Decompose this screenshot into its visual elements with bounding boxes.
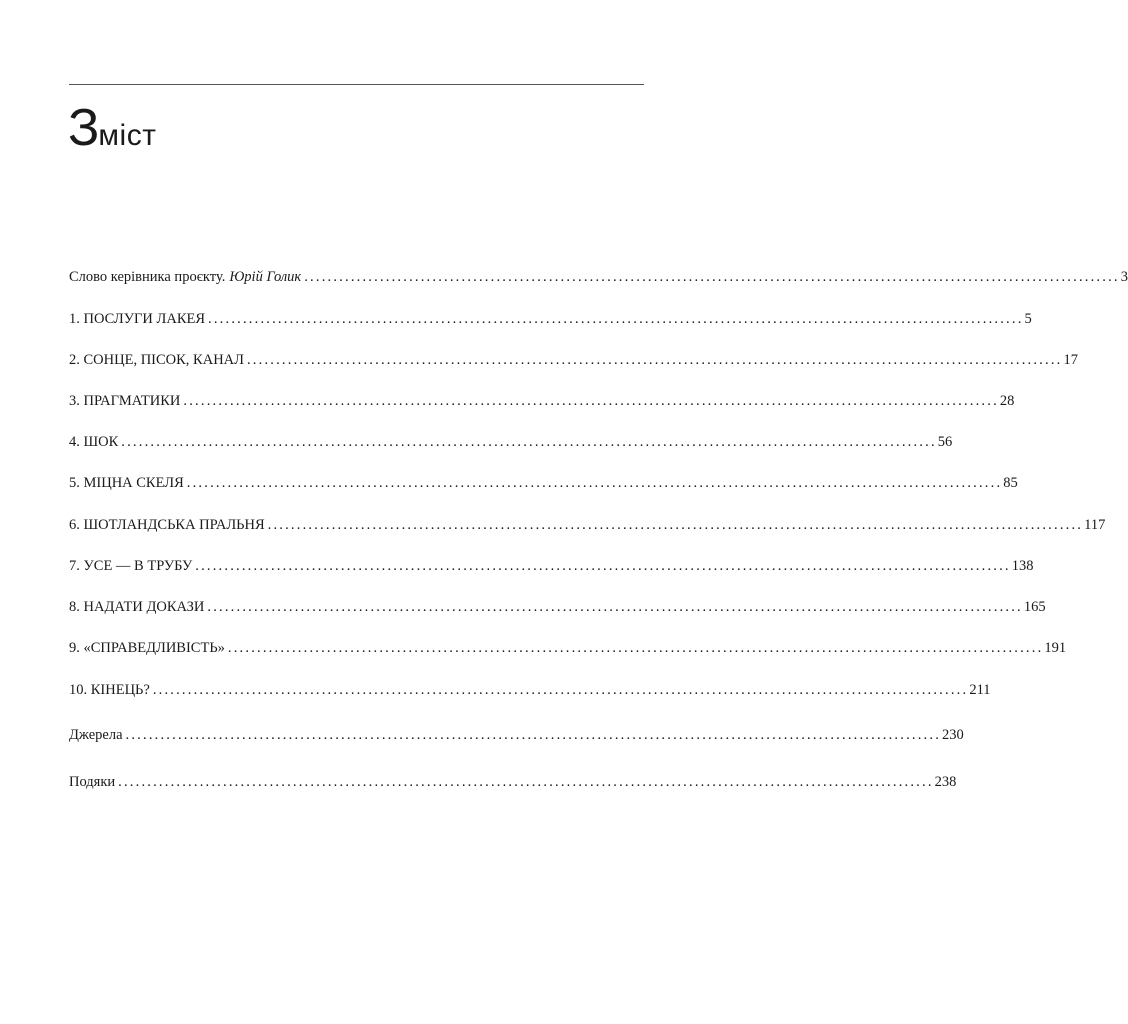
toc-entry-title: 10. КІНЕЦЬ? xyxy=(69,682,150,698)
toc-entry-sources[interactable] xyxy=(69,725,964,745)
toc-entry-page-number: 117 xyxy=(1084,517,1106,533)
toc-entry-title: 3. ПРАГМАТИКИ xyxy=(69,393,181,409)
toc-entry-chapter-10[interactable] xyxy=(69,680,991,700)
page-title xyxy=(68,99,157,157)
toc-dot-leader: ............................................................................................................................................ xyxy=(118,774,934,790)
toc-dot-leader: ............................................................................................................................................ xyxy=(125,727,942,743)
toc-dot-leader: ............................................................................................................................................ xyxy=(183,393,999,409)
toc-entry-acknowledgements[interactable] xyxy=(69,772,957,792)
toc-entry-chapter-6[interactable] xyxy=(69,515,1106,535)
header-rule xyxy=(69,84,644,85)
toc-entry-title: 9. «СПРАВЕДЛИВІСТЬ» xyxy=(69,640,225,656)
toc-entry-chapter-3[interactable] xyxy=(69,391,1015,411)
toc-entry-page-number: 3 xyxy=(1120,269,1128,285)
toc-dot-leader: ............................................................................................................................................ xyxy=(267,517,1084,533)
toc-entry-page-number: 230 xyxy=(942,727,964,743)
toc-entry-foreword[interactable] xyxy=(69,267,1128,287)
toc-dot-leader: ............................................................................................................................................ xyxy=(304,269,1120,285)
toc-entry-chapter-1[interactable] xyxy=(69,309,1032,329)
toc-entry-page-number: 138 xyxy=(1011,558,1034,574)
toc-entry-page-number: 85 xyxy=(1003,475,1018,491)
toc-entry-chapter-7[interactable] xyxy=(69,556,1034,576)
toc-entry-title: 7. УСЕ — В ТРУБУ xyxy=(69,558,193,574)
toc-entry-page-number: 191 xyxy=(1044,640,1067,656)
toc-entry-page-number: 56 xyxy=(937,434,953,450)
toc-entry-title: 1. ПОСЛУГИ ЛАКЕЯ xyxy=(69,311,206,327)
toc-entry-chapter-8[interactable] xyxy=(69,597,1046,617)
toc-dot-leader: ............................................................................................................................................ xyxy=(195,558,1011,574)
toc-entry-title: 4. ШОК xyxy=(69,434,119,450)
toc-dot-leader: ............................................................................................................................................ xyxy=(207,599,1023,615)
toc-entry-chapter-9[interactable] xyxy=(69,638,1067,658)
toc-entry-page-number: 238 xyxy=(934,774,957,790)
toc-entry-title: 2. СОНЦЕ, ПІСОК, КАНАЛ xyxy=(69,352,244,368)
toc-entry-author: Юрій Голик xyxy=(229,269,302,285)
toc-entry-chapter-5[interactable] xyxy=(69,473,1018,493)
toc-entry-title: 8. НАДАТИ ДОКАЗИ xyxy=(69,599,205,615)
toc-dot-leader: ............................................................................................................................................ xyxy=(152,682,969,698)
toc-entry-chapter-4[interactable] xyxy=(69,432,953,452)
page-title-rest: міст xyxy=(98,119,157,152)
toc-entry-page-number: 5 xyxy=(1024,311,1032,327)
toc-entry-title: 6. ШОТЛАНДСЬКА ПРАЛЬНЯ xyxy=(69,517,265,533)
toc-dot-leader: ............................................................................................................................................ xyxy=(208,311,1024,327)
toc-entry-page-number: 17 xyxy=(1063,352,1078,368)
toc-dot-leader: ............................................................................................................................................ xyxy=(186,475,1003,491)
toc-entry-title: Джерела xyxy=(69,727,123,743)
page-title-initial: З xyxy=(68,99,99,157)
toc-entry-title: Слово керівника проєкту. xyxy=(69,269,226,285)
toc-entry-title: Подяки xyxy=(69,774,116,790)
toc-entry-page-number: 165 xyxy=(1023,599,1046,615)
toc-entry-title: 5. МІЦНА СКЕЛЯ xyxy=(69,475,184,491)
toc-dot-leader: ............................................................................................................................................ xyxy=(246,352,1063,368)
toc-entry-chapter-2[interactable] xyxy=(69,350,1078,370)
toc-entry-page-number: 211 xyxy=(969,682,991,698)
toc-dot-leader: ............................................................................................................................................ xyxy=(121,434,937,450)
toc-dot-leader: ............................................................................................................................................ xyxy=(227,640,1044,656)
toc-entry-page-number: 28 xyxy=(999,393,1015,409)
